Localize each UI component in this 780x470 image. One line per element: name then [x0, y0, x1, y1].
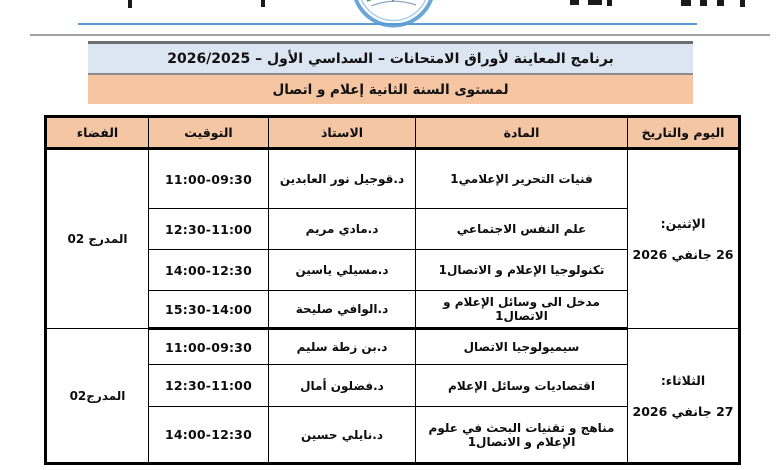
subject-cell: اقتصاديات وسائل الإعلام [416, 365, 628, 407]
cropped-text-fragment [681, 0, 691, 6]
header-professor: الاستاذ [269, 117, 416, 149]
cropped-text-fragment [588, 0, 602, 5]
time-cell: 14:00-12:30 [149, 407, 269, 464]
time-cell: 12:30-11:00 [149, 209, 269, 250]
schedule-table-container [44, 115, 741, 465]
gray-divider-line [30, 34, 770, 36]
cropped-text-fragment [128, 0, 132, 8]
day-date: 27 جانفي 2026 [632, 403, 734, 419]
cropped-text-fragment [570, 0, 579, 5]
time-cell: 11:00-09:30 [149, 149, 269, 209]
time-cell: 11:00-09:30 [149, 329, 269, 365]
header-day-date: اليوم والتاريخ [628, 117, 740, 149]
subject-cell: سيميولوجيا الاتصال [416, 329, 628, 365]
header-subject: المادة [416, 117, 628, 149]
table-row [46, 329, 740, 365]
subject-cell: تكنولوجيا الإعلام و الاتصال1 [416, 250, 628, 291]
subject-cell: علم النفس الاجتماعي [416, 209, 628, 250]
subject-cell: مدخل الى وسائل الإعلام و الاتصال1 [416, 291, 628, 329]
exam-schedule-table [44, 115, 741, 465]
header-venue: الفضاء [46, 117, 149, 149]
professor-cell: د.مادي مريم [269, 209, 416, 250]
venue-cell-monday: المدرج 02 [46, 149, 149, 329]
subject-cell: مناهج و تقنيات البحث في علوم الإعلام و الاتصال1 [416, 407, 628, 464]
cropped-text-fragment [740, 0, 745, 7]
header-time: التوقيت [149, 117, 269, 149]
cropped-text-fragment [700, 0, 707, 6]
level-subtitle-text: لمستوى السنة الثانية إعلام و اتصال [272, 81, 509, 98]
day-cell-monday [628, 149, 740, 329]
table-header-row [46, 117, 740, 149]
venue-cell-tuesday: المدرج02 [46, 329, 149, 464]
program-title-text: برنامج المعاينة لأوراق الامتحانات – السداسي الأول – 2026/2025 [167, 50, 614, 67]
professor-cell: د.نايلي حسين [269, 407, 416, 464]
professor-cell: د.مسيلي ياسين [269, 250, 416, 291]
program-title-bar [88, 41, 693, 75]
level-subtitle-bar [88, 75, 693, 104]
professor-cell: د.بن زطة سليم [269, 329, 416, 365]
time-cell: 14:00-12:30 [149, 250, 269, 291]
time-cell: 15:30-14:00 [149, 291, 269, 329]
professor-cell: د.فضلون أمال [269, 365, 416, 407]
day-label: الإثنين: [660, 216, 706, 231]
blue-divider-line [78, 23, 697, 25]
professor-cell: د.قوجيل نور العابدين [269, 149, 416, 209]
day-date: 26 جانفي 2026 [632, 247, 734, 262]
time-cell: 12:30-11:00 [149, 365, 269, 407]
subject-cell: فنيات التحرير الإعلامي1 [416, 149, 628, 209]
table-row [46, 149, 740, 209]
day-label: الثلاثاء: [660, 372, 706, 388]
cropped-text-fragment [607, 0, 612, 6]
cropped-text-fragment [261, 0, 265, 7]
day-cell-tuesday [628, 329, 740, 464]
professor-cell: د.الوافي صليحة [269, 291, 416, 329]
cropped-text-fragment [717, 0, 724, 6]
